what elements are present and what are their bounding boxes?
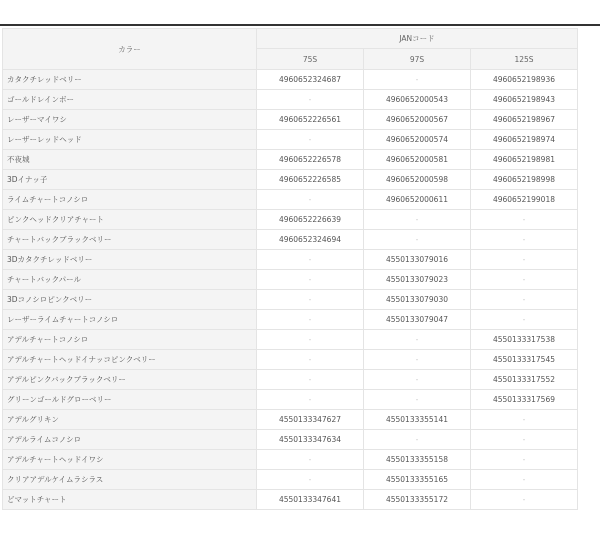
jan-code-cell: 4550133355141 — [364, 410, 471, 430]
jan-code-cell: 4960652198974 — [471, 130, 578, 150]
size-header-75s: 75S — [257, 49, 364, 70]
jan-code-cell: - — [257, 90, 364, 110]
jan-code-cell: 4550133079030 — [364, 290, 471, 310]
jan-code-cell: 4550133355172 — [364, 490, 471, 510]
table-row — [3, 130, 578, 150]
jan-code-cell: 4960652198998 — [471, 170, 578, 190]
jan-code-cell: 4960652226578 — [257, 150, 364, 170]
jan-code-cell: 4960652198981 — [471, 150, 578, 170]
jan-code-cell: 4960652000543 — [364, 90, 471, 110]
jan-code-cell: 4550133317569 — [471, 390, 578, 410]
color-column-header: カラー — [3, 29, 257, 70]
jan-code-cell: 4550133079016 — [364, 250, 471, 270]
table-row — [3, 450, 578, 470]
jan-code-cell: 4550133355165 — [364, 470, 471, 490]
color-name-cell: 3Dコノシロピンクベリー — [3, 290, 257, 310]
jan-code-cell: - — [471, 450, 578, 470]
table-row — [3, 370, 578, 390]
color-name-cell: アデルグリキン — [3, 410, 257, 430]
jan-code-cell: 4960652226561 — [257, 110, 364, 130]
table-row — [3, 250, 578, 270]
jan-code-cell: - — [471, 290, 578, 310]
jan-code-cell: - — [471, 490, 578, 510]
jan-code-table — [2, 28, 578, 510]
jan-code-cell: 4960652000598 — [364, 170, 471, 190]
color-name-cell: レーザーレッドヘッド — [3, 130, 257, 150]
jan-code-cell: - — [257, 310, 364, 330]
color-name-cell: 3Dイナッ子 — [3, 170, 257, 190]
jan-code-cell: - — [471, 270, 578, 290]
jan-code-cell: - — [257, 190, 364, 210]
jan-code-cell: 4960652226585 — [257, 170, 364, 190]
jan-code-cell: 4960652000567 — [364, 110, 471, 130]
jan-code-cell: - — [471, 230, 578, 250]
jan-code-cell: 4960652000581 — [364, 150, 471, 170]
table-row — [3, 290, 578, 310]
jan-code-cell: - — [471, 470, 578, 490]
jan-code-cell: 4550133347634 — [257, 430, 364, 450]
jan-code-cell: - — [471, 410, 578, 430]
table-row — [3, 110, 578, 130]
table-row — [3, 350, 578, 370]
top-divider — [0, 24, 600, 26]
table-row — [3, 490, 578, 510]
table-row — [3, 150, 578, 170]
jan-code-cell: 4550133355158 — [364, 450, 471, 470]
jan-code-cell: 4960652199018 — [471, 190, 578, 210]
table-row — [3, 70, 578, 90]
color-name-cell: アデルピンクバックブラックベリー — [3, 370, 257, 390]
jan-code-cell: 4960652324694 — [257, 230, 364, 250]
table-row — [3, 410, 578, 430]
color-name-cell: カタクチレッドベリー — [3, 70, 257, 90]
jan-code-cell: - — [471, 430, 578, 450]
size-header-125s: 125S — [471, 49, 578, 70]
jan-code-cell: - — [257, 290, 364, 310]
jan-code-cell: - — [364, 330, 471, 350]
table-row — [3, 330, 578, 350]
jan-code-cell: 4960652226639 — [257, 210, 364, 230]
jan-code-cell: 4960652198967 — [471, 110, 578, 130]
color-name-cell: レーザーマイワシ — [3, 110, 257, 130]
jan-code-cell: - — [257, 130, 364, 150]
color-name-cell: チャートバックブラックベリー — [3, 230, 257, 250]
jan-code-cell: - — [257, 250, 364, 270]
color-name-cell: アデルチャートコノシロ — [3, 330, 257, 350]
jan-code-cell: - — [257, 370, 364, 390]
jan-code-cell: - — [257, 270, 364, 290]
jan-code-cell: - — [257, 450, 364, 470]
jan-code-cell: 4960652324687 — [257, 70, 364, 90]
color-name-cell: 3Dカタクチレッドベリー — [3, 250, 257, 270]
color-name-cell: アデルチャートヘッドイナッコピンクベリー — [3, 350, 257, 370]
table-row — [3, 270, 578, 290]
jan-code-cell: 4550133317552 — [471, 370, 578, 390]
jan-code-column-header: JANコード — [257, 29, 578, 49]
jan-code-cell: 4550133317538 — [471, 330, 578, 350]
color-name-cell: ゴールドレインボー — [3, 90, 257, 110]
color-name-cell: アデルライムコノシロ — [3, 430, 257, 450]
color-name-cell: どマットチャート — [3, 490, 257, 510]
table-row — [3, 430, 578, 450]
jan-code-cell: - — [257, 350, 364, 370]
jan-code-cell: 4960652198943 — [471, 90, 578, 110]
jan-code-cell: 4550133317545 — [471, 350, 578, 370]
jan-code-cell: - — [364, 210, 471, 230]
jan-code-cell: 4550133079047 — [364, 310, 471, 330]
color-name-cell: ライムチャートコノシロ — [3, 190, 257, 210]
jan-code-cell: - — [471, 310, 578, 330]
table-row — [3, 90, 578, 110]
jan-code-cell: - — [364, 370, 471, 390]
color-name-cell: レーザーライムチャートコノシロ — [3, 310, 257, 330]
color-name-cell: ピンクヘッドクリアチャート — [3, 210, 257, 230]
jan-code-cell: 4960652198936 — [471, 70, 578, 90]
color-name-cell: グリーンゴールドグローベリー — [3, 390, 257, 410]
jan-code-cell: 4960652000611 — [364, 190, 471, 210]
jan-code-cell: 4550133347627 — [257, 410, 364, 430]
jan-code-cell: - — [364, 430, 471, 450]
jan-code-cell: - — [257, 330, 364, 350]
jan-code-cell: - — [471, 210, 578, 230]
table-row — [3, 390, 578, 410]
color-name-cell: アデルチャートヘッドイワシ — [3, 450, 257, 470]
table-row — [3, 470, 578, 490]
table-row — [3, 170, 578, 190]
jan-code-cell: - — [364, 230, 471, 250]
table-row — [3, 190, 578, 210]
jan-code-cell: - — [364, 390, 471, 410]
color-name-cell: クリアアデルケイムラシラス — [3, 470, 257, 490]
jan-code-cell: - — [257, 470, 364, 490]
jan-code-cell: 4960652000574 — [364, 130, 471, 150]
jan-code-cell: - — [364, 350, 471, 370]
jan-code-cell: - — [364, 70, 471, 90]
table-row — [3, 210, 578, 230]
jan-code-cell: 4550133079023 — [364, 270, 471, 290]
color-name-cell: 不夜城 — [3, 150, 257, 170]
color-name-cell: チャートバックパール — [3, 270, 257, 290]
jan-code-cell: - — [257, 390, 364, 410]
table-row — [3, 310, 578, 330]
size-header-97s: 97S — [364, 49, 471, 70]
jan-code-cell: 4550133347641 — [257, 490, 364, 510]
jan-code-cell: - — [471, 250, 578, 270]
table-row — [3, 230, 578, 250]
